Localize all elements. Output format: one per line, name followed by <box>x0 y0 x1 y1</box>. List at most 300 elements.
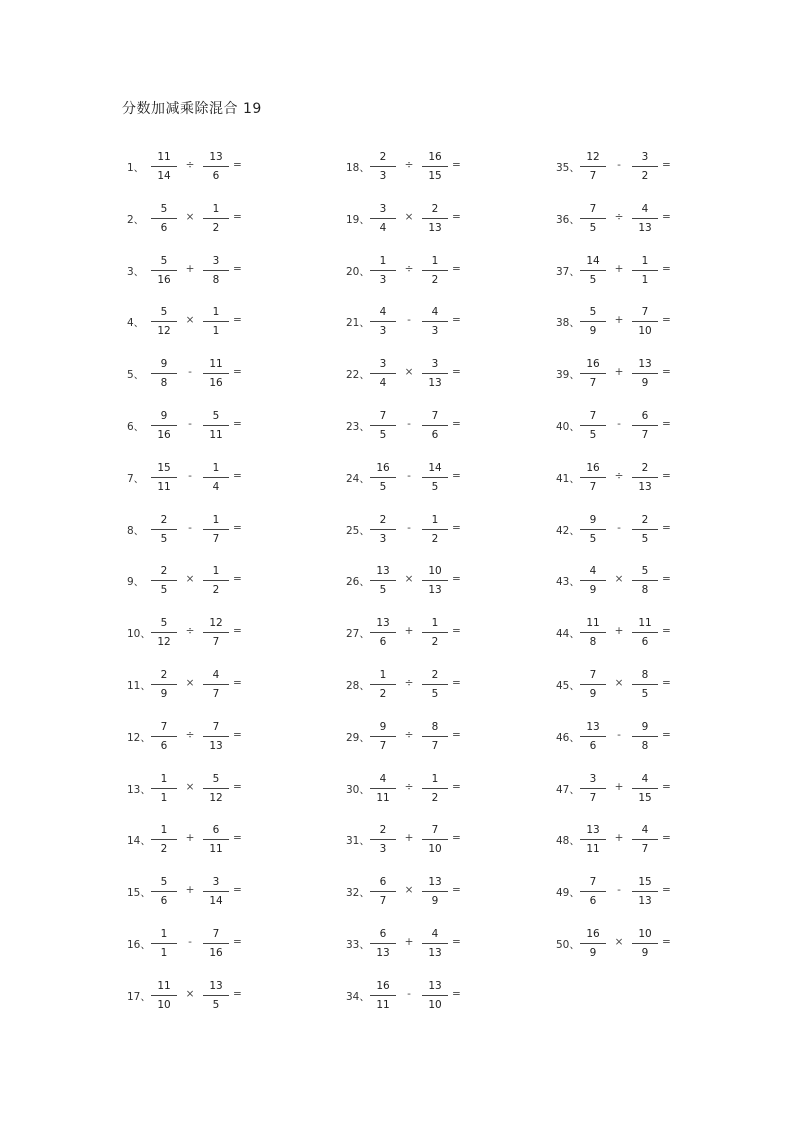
fraction-bar <box>203 270 229 271</box>
fraction-bar <box>203 529 229 530</box>
numerator: 7 <box>379 410 387 422</box>
operator: × <box>614 936 624 948</box>
equals-sign: = <box>233 418 242 430</box>
equals-sign: = <box>662 418 671 430</box>
fraction-bar <box>151 632 177 633</box>
fraction-second <box>201 513 231 546</box>
equals-sign: = <box>662 366 671 379</box>
problem-number: 50、 <box>556 939 580 951</box>
fraction-first <box>578 564 608 597</box>
denominator: 5 <box>589 273 597 286</box>
problem-number: 7、 <box>127 472 145 485</box>
fraction-second <box>420 875 450 908</box>
denominator: 11 <box>586 843 600 856</box>
denominator: 6 <box>160 739 168 752</box>
numerator: 11 <box>157 979 171 992</box>
fraction-second <box>201 927 231 960</box>
numerator: 5 <box>212 410 220 422</box>
denominator: 15 <box>638 791 652 804</box>
fraction-bar <box>632 891 658 892</box>
numerator: 7 <box>212 928 220 940</box>
denominator: 11 <box>157 480 171 493</box>
problem-number: 49、 <box>556 887 580 900</box>
fraction-second <box>630 305 660 338</box>
denominator: 4 <box>379 377 387 390</box>
denominator: 3 <box>379 532 387 545</box>
denominator: 5 <box>379 584 387 597</box>
numerator: 16 <box>586 928 600 940</box>
fraction-bar <box>632 684 658 685</box>
operator: + <box>614 366 624 379</box>
fraction-first <box>149 254 179 287</box>
problem-number: 36、 <box>556 213 580 226</box>
numerator: 2 <box>379 151 387 163</box>
operator: × <box>185 210 195 223</box>
numerator: 11 <box>209 358 223 371</box>
fraction-first <box>368 461 398 494</box>
operator: + <box>404 832 414 845</box>
fraction-bar <box>151 736 177 737</box>
numerator: 13 <box>428 979 442 992</box>
numerator: 7 <box>212 720 220 733</box>
fraction-bar <box>422 580 448 581</box>
denominator: 12 <box>157 325 171 338</box>
problem-number: 3、 <box>127 265 145 278</box>
fraction-first <box>149 720 179 753</box>
numerator: 1 <box>212 565 220 578</box>
fraction-bar <box>203 477 229 478</box>
fraction-second <box>201 772 231 805</box>
fraction-first <box>149 513 179 546</box>
numerator: 1 <box>641 254 649 267</box>
problem-number: 26、 <box>346 576 370 589</box>
fraction-bar <box>370 166 396 167</box>
fraction-bar <box>422 788 448 789</box>
denominator: 5 <box>160 532 168 545</box>
numerator: 4 <box>431 306 439 319</box>
equals-sign: = <box>662 314 671 327</box>
problem-number: 6、 <box>127 421 145 433</box>
fraction-second <box>201 564 231 597</box>
numerator: 1 <box>160 824 168 837</box>
denominator: 16 <box>209 947 223 959</box>
operator: × <box>185 573 195 586</box>
fraction-first <box>578 927 608 960</box>
denominator: 3 <box>431 325 439 338</box>
fraction-second <box>630 254 660 287</box>
denominator: 5 <box>589 221 597 234</box>
numerator: 3 <box>379 202 387 215</box>
numerator: 3 <box>212 254 220 267</box>
fraction-bar <box>422 218 448 219</box>
fraction-bar <box>370 839 396 840</box>
numerator: 4 <box>379 772 387 785</box>
fraction-bar <box>203 788 229 789</box>
denominator: 6 <box>212 170 220 182</box>
operator: × <box>614 573 624 586</box>
numerator: 9 <box>589 513 597 526</box>
fraction-bar <box>151 321 177 322</box>
fraction-second <box>420 720 450 753</box>
operator: × <box>185 780 195 793</box>
problem-number: 38、 <box>556 317 580 330</box>
fraction-bar <box>151 580 177 581</box>
problem-number: 34、 <box>346 990 370 1003</box>
numerator: 1 <box>431 772 439 785</box>
operator: + <box>614 314 624 327</box>
fraction-bar <box>370 321 396 322</box>
numerator: 3 <box>379 358 387 371</box>
denominator: 9 <box>589 947 597 959</box>
fraction-second <box>630 823 660 856</box>
equals-sign: = <box>662 832 671 845</box>
fraction-bar <box>580 943 606 944</box>
fraction-bar <box>370 995 396 996</box>
problem-number: 25、 <box>346 524 370 537</box>
equals-sign: = <box>452 728 461 741</box>
equals-sign: = <box>233 780 242 793</box>
denominator: 12 <box>157 636 171 649</box>
fraction-first <box>149 564 179 597</box>
fraction-second <box>630 150 660 183</box>
fraction-bar <box>580 373 606 374</box>
fraction-first <box>368 150 398 183</box>
fraction-first <box>149 875 179 908</box>
operator: ÷ <box>404 780 414 793</box>
denominator: 2 <box>431 636 439 649</box>
numerator: 4 <box>589 565 597 578</box>
fraction-second <box>630 772 660 805</box>
numerator: 7 <box>160 720 168 733</box>
fraction-second <box>420 564 450 597</box>
operator: - <box>407 521 411 534</box>
fraction-first <box>368 668 398 701</box>
fraction-bar <box>151 943 177 944</box>
numerator: 8 <box>641 669 649 681</box>
fraction-bar <box>370 529 396 530</box>
problem-number: 20、 <box>346 265 370 278</box>
numerator: 2 <box>641 513 649 526</box>
fraction-bar <box>580 632 606 633</box>
numerator: 11 <box>157 151 171 163</box>
fraction-bar <box>422 839 448 840</box>
fraction-second <box>201 979 231 1012</box>
operator: + <box>614 625 624 638</box>
operator: + <box>614 780 624 793</box>
denominator: 11 <box>376 791 390 804</box>
operator: - <box>617 728 621 741</box>
denominator: 11 <box>209 429 223 441</box>
denominator: 7 <box>589 170 597 182</box>
equals-sign: = <box>233 884 242 897</box>
denominator: 5 <box>641 532 649 545</box>
fraction-second <box>420 616 450 649</box>
numerator: 9 <box>160 410 168 422</box>
equals-sign: = <box>662 469 671 482</box>
equals-sign: = <box>233 262 242 275</box>
denominator: 5 <box>431 480 439 493</box>
denominator: 7 <box>589 480 597 493</box>
denominator: 9 <box>641 377 649 390</box>
denominator: 5 <box>641 688 649 700</box>
problem-number: 30、 <box>346 783 370 796</box>
denominator: 5 <box>379 429 387 441</box>
denominator: 14 <box>157 170 171 182</box>
problem-number: 28、 <box>346 680 370 692</box>
fraction-bar <box>580 270 606 271</box>
fraction-first <box>578 254 608 287</box>
fraction-first <box>368 823 398 856</box>
numerator: 16 <box>586 358 600 371</box>
operator: ÷ <box>404 262 414 275</box>
operator: - <box>407 987 411 1000</box>
numerator: 4 <box>212 669 220 681</box>
fraction-bar <box>203 736 229 737</box>
fraction-first <box>368 202 398 235</box>
equals-sign: = <box>662 728 671 741</box>
equals-sign: = <box>452 521 461 534</box>
numerator: 11 <box>638 617 652 630</box>
numerator: 12 <box>586 151 600 163</box>
equals-sign: = <box>233 987 242 1000</box>
numerator: 12 <box>209 617 223 630</box>
problem-number: 47、 <box>556 783 580 796</box>
fraction-bar <box>632 373 658 374</box>
denominator: 6 <box>589 739 597 752</box>
problem-number: 44、 <box>556 628 580 641</box>
fraction-second <box>201 357 231 390</box>
fraction-first <box>368 979 398 1012</box>
fraction-first <box>368 927 398 960</box>
equals-sign: = <box>233 625 242 638</box>
fraction-bar <box>370 425 396 426</box>
fraction-first <box>149 823 179 856</box>
fraction-second <box>201 720 231 753</box>
denominator: 5 <box>431 688 439 700</box>
fraction-first <box>368 720 398 753</box>
numerator: 2 <box>379 824 387 837</box>
denominator: 2 <box>431 791 439 804</box>
problem-number: 21、 <box>346 317 370 330</box>
equals-sign: = <box>452 573 461 586</box>
denominator: 10 <box>428 998 442 1011</box>
fraction-second <box>201 668 231 701</box>
equals-sign: = <box>452 936 461 948</box>
operator: + <box>404 936 414 948</box>
denominator: 6 <box>641 636 649 649</box>
operator: + <box>185 832 195 845</box>
fraction-bar <box>203 373 229 374</box>
denominator: 7 <box>589 791 597 804</box>
denominator: 14 <box>209 895 223 908</box>
fraction-bar <box>422 529 448 530</box>
equals-sign: = <box>452 780 461 793</box>
fraction-bar <box>580 218 606 219</box>
numerator: 1 <box>431 254 439 267</box>
operator: ÷ <box>185 728 195 741</box>
equals-sign: = <box>233 469 242 482</box>
denominator: 2 <box>431 273 439 286</box>
denominator: 8 <box>641 739 649 752</box>
problem-number: 33、 <box>346 939 370 951</box>
denominator: 6 <box>160 895 168 908</box>
fraction-bar <box>151 891 177 892</box>
fraction-bar <box>580 425 606 426</box>
problem-number: 48、 <box>556 835 580 848</box>
denominator: 9 <box>589 688 597 700</box>
operator: - <box>407 418 411 430</box>
fraction-bar <box>632 477 658 478</box>
numerator: 2 <box>160 669 168 681</box>
denominator: 16 <box>157 273 171 286</box>
denominator: 5 <box>212 998 220 1011</box>
problem-number: 32、 <box>346 887 370 900</box>
fraction-bar <box>632 580 658 581</box>
fraction-bar <box>203 943 229 944</box>
fraction-first <box>578 875 608 908</box>
denominator: 7 <box>589 377 597 390</box>
numerator: 14 <box>428 461 442 474</box>
numerator: 5 <box>212 772 220 785</box>
fraction-bar <box>422 684 448 685</box>
fraction-bar <box>151 270 177 271</box>
numerator: 15 <box>638 876 652 889</box>
fraction-second <box>420 668 450 701</box>
equals-sign: = <box>452 625 461 638</box>
problem-number: 12、 <box>127 731 151 744</box>
fraction-second <box>420 357 450 390</box>
fraction-bar <box>151 218 177 219</box>
problem-number: 42、 <box>556 524 580 537</box>
denominator: 13 <box>428 947 442 959</box>
denominator: 6 <box>379 636 387 649</box>
fraction-second <box>201 305 231 338</box>
denominator: 2 <box>641 170 649 182</box>
fraction-bar <box>580 839 606 840</box>
problem-number: 19、 <box>346 213 370 226</box>
fraction-bar <box>580 166 606 167</box>
fraction-first <box>149 202 179 235</box>
fraction-second <box>420 461 450 494</box>
denominator: 7 <box>212 532 220 545</box>
equals-sign: = <box>662 159 671 171</box>
denominator: 9 <box>641 947 649 959</box>
equals-sign: = <box>452 262 461 275</box>
denominator: 9 <box>160 688 168 700</box>
numerator: 3 <box>431 358 439 371</box>
equals-sign: = <box>662 625 671 638</box>
denominator: 8 <box>212 273 220 286</box>
problem-number: 24、 <box>346 472 370 485</box>
numerator: 1 <box>212 461 220 474</box>
fraction-bar <box>580 529 606 530</box>
fraction-bar <box>632 425 658 426</box>
fraction-bar <box>370 736 396 737</box>
problem-number: 43、 <box>556 576 580 589</box>
fraction-bar <box>203 684 229 685</box>
numerator: 15 <box>157 461 171 474</box>
fraction-bar <box>422 736 448 737</box>
fraction-bar <box>151 373 177 374</box>
denominator: 13 <box>638 480 652 493</box>
fraction-second <box>420 772 450 805</box>
equals-sign: = <box>233 159 242 171</box>
fraction-first <box>368 513 398 546</box>
fraction-second <box>630 875 660 908</box>
problem-number: 22、 <box>346 369 370 382</box>
page-title: 分数加减乘除混合 19 <box>122 101 262 117</box>
fraction-bar <box>370 270 396 271</box>
fraction-second <box>630 616 660 649</box>
fraction-bar <box>422 632 448 633</box>
denominator: 16 <box>157 429 171 441</box>
fraction-bar <box>632 632 658 633</box>
numerator: 13 <box>586 720 600 733</box>
denominator: 6 <box>589 895 597 908</box>
numerator: 3 <box>641 151 649 163</box>
numerator: 2 <box>641 461 649 474</box>
fraction-bar <box>151 477 177 478</box>
problem-number: 13、 <box>127 783 151 796</box>
fraction-bar <box>203 580 229 581</box>
numerator: 7 <box>641 306 649 319</box>
fraction-first <box>368 409 398 442</box>
numerator: 2 <box>379 513 387 526</box>
denominator: 6 <box>431 429 439 441</box>
numerator: 7 <box>431 410 439 422</box>
operator: × <box>404 884 414 897</box>
equals-sign: = <box>233 936 242 948</box>
numerator: 1 <box>379 254 387 267</box>
equals-sign: = <box>662 521 671 534</box>
numerator: 16 <box>586 461 600 474</box>
problem-number: 27、 <box>346 628 370 641</box>
fraction-bar <box>422 321 448 322</box>
fraction-first <box>368 564 398 597</box>
operator: ÷ <box>614 469 624 482</box>
fraction-bar <box>422 373 448 374</box>
fraction-bar <box>370 477 396 478</box>
fraction-first <box>149 357 179 390</box>
numerator: 13 <box>638 358 652 371</box>
fraction-bar <box>151 166 177 167</box>
operator: × <box>404 366 414 379</box>
fraction-bar <box>370 373 396 374</box>
fraction-first <box>578 305 608 338</box>
problem-number: 35、 <box>556 162 580 174</box>
fraction-first <box>149 616 179 649</box>
denominator: 2 <box>379 688 387 700</box>
fraction-first <box>578 513 608 546</box>
fraction-second <box>420 254 450 287</box>
denominator: 13 <box>376 947 390 959</box>
denominator: 15 <box>428 170 442 182</box>
equals-sign: = <box>452 159 461 171</box>
denominator: 7 <box>379 895 387 908</box>
numerator: 2 <box>431 202 439 215</box>
fraction-second <box>630 357 660 390</box>
fraction-second <box>630 461 660 494</box>
problem-number: 16、 <box>127 939 151 951</box>
fraction-bar <box>580 321 606 322</box>
fraction-bar <box>203 891 229 892</box>
denominator: 11 <box>209 843 223 856</box>
fraction-first <box>578 461 608 494</box>
equals-sign: = <box>233 728 242 741</box>
denominator: 5 <box>160 584 168 597</box>
numerator: 5 <box>160 876 168 889</box>
fraction-bar <box>203 166 229 167</box>
